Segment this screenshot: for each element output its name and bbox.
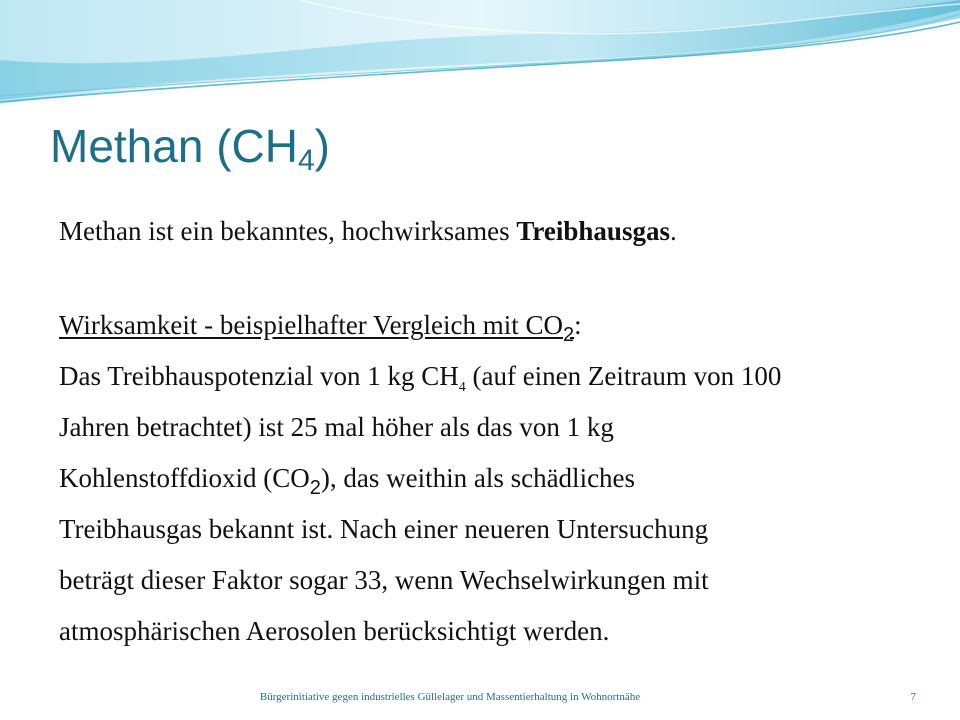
slide-body bbox=[59, 206, 939, 657]
intro-period: . bbox=[669, 216, 677, 246]
paragraph-line-5: beträgt dieser Faktor sogar 33, wenn Wechselwirkungen mit bbox=[59, 565, 709, 595]
paragraph-line-3 bbox=[59, 453, 939, 504]
paragraph-line-3-subscript: 2 bbox=[309, 477, 321, 499]
section-heading-colon: : bbox=[574, 310, 582, 340]
section-heading bbox=[59, 300, 939, 351]
paragraph-line-3-rest: ), das weithin als schädliches bbox=[320, 463, 636, 493]
header-wave-decoration bbox=[0, 0, 960, 120]
title-close-paren: ) bbox=[314, 120, 330, 172]
section-heading-subscript: 2 bbox=[563, 324, 575, 346]
paragraph-line-1-text: Das Treibhauspotenzial von 1 kg CH bbox=[59, 361, 459, 391]
footer-text: Bürgerinitiative gegen industrielles Güllelager und Massentierhaltung in Wohnortnähe bbox=[259, 691, 641, 703]
title-text: Methan (CH bbox=[50, 120, 298, 172]
intro-bold-term: Treibhausgas bbox=[516, 216, 670, 246]
paragraph-line-3-text: Kohlenstoffdioxid (CO bbox=[59, 463, 310, 493]
intro-text: Methan ist ein bekanntes, hochwirksames bbox=[59, 216, 517, 246]
paragraph-line-2: Jahren betrachtet) ist 25 mal höher als das von 1 kg bbox=[59, 412, 614, 442]
section-heading-text: Wirksamkeit - beispielhafter Vergleich mit CO bbox=[59, 310, 564, 340]
paragraph-line-6: atmosphärischen Aerosolen berücksichtigt werden. bbox=[59, 616, 610, 646]
slide-title bbox=[50, 116, 330, 176]
paragraph-line-1 bbox=[59, 351, 939, 402]
paragraph-line-1-subscript: 4 bbox=[458, 380, 466, 395]
intro-line bbox=[59, 206, 939, 257]
page-number: 7 bbox=[910, 691, 916, 703]
title-subscript: 4 bbox=[297, 144, 315, 177]
paragraph-line-1-rest: (auf einen Zeitraum von 100 bbox=[465, 361, 782, 391]
paragraph-line-4: Treibhausgas bekannt ist. Nach einer neueren Untersuchung bbox=[59, 514, 709, 544]
